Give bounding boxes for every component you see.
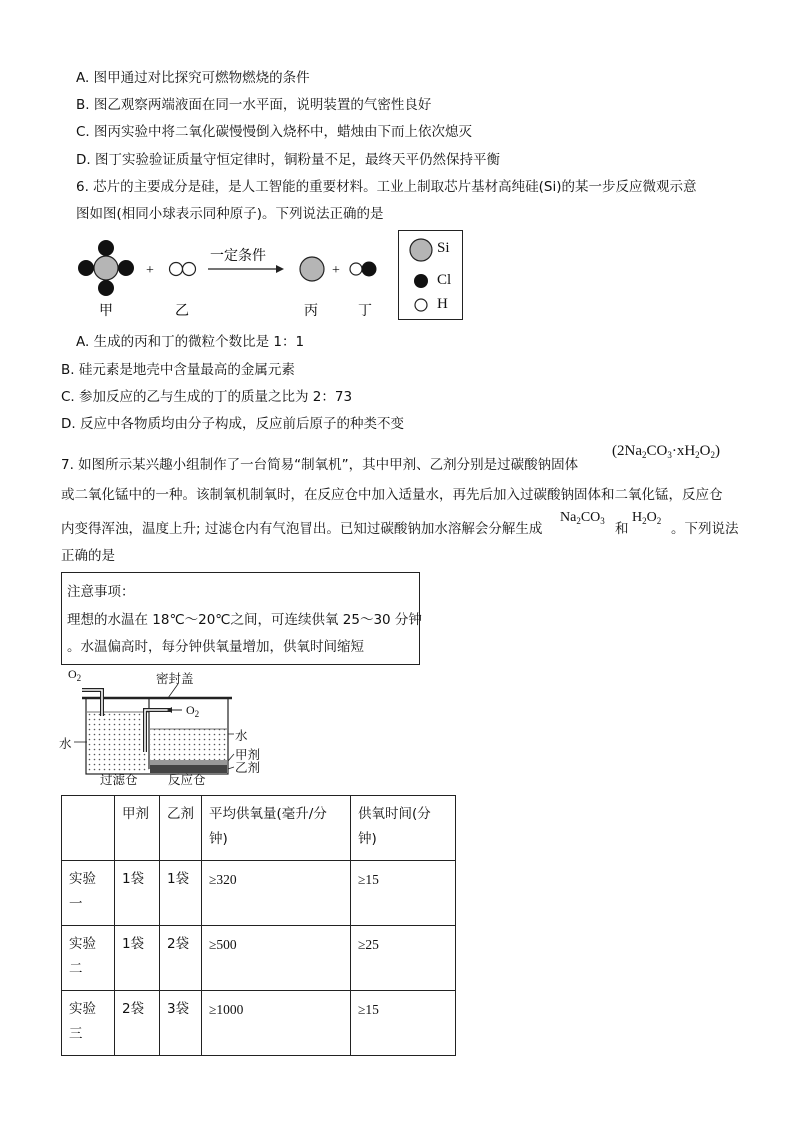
notice-box: [61, 572, 420, 665]
table-cell: 3袋: [160, 991, 202, 1056]
table-cell: 实验三: [62, 991, 115, 1056]
label-lid: 密封盖: [156, 671, 194, 686]
q5-option-b: B. 图乙观察两端液面在同一水平面，说明装置的气密性良好: [76, 97, 432, 113]
table-header-cell: 乙剂: [160, 796, 202, 861]
table-header-cell: 供氧时间(分钟): [351, 796, 456, 861]
plus-2: +: [332, 263, 340, 278]
table-cell: 2袋: [160, 926, 202, 991]
legend-si: Si: [437, 240, 450, 256]
legend-h: H: [437, 296, 448, 312]
label-agent-a: 甲剂: [235, 747, 261, 762]
notice-line2: 。水温偏高时，每分钟供氧量增加，供氧时间缩短: [67, 639, 364, 655]
label-ding: 丁: [358, 303, 372, 319]
q6-option-c: C. 参加反应的乙与生成的丁的质量之比为 2：73: [61, 389, 353, 405]
reaction-condition: 一定条件: [210, 248, 266, 264]
table-cell: 1袋: [160, 861, 202, 926]
table-row: [62, 991, 456, 1056]
table-cell: ≥500: [202, 926, 351, 991]
label-water-left: 水: [59, 736, 72, 751]
q6-option-b: B. 硅元素是地壳中含量最高的金属元素: [61, 362, 295, 378]
table-cell: 实验二: [62, 926, 115, 991]
notice-line1: 理想的水温在 18℃～20℃之间，可连续供氧 25～30 分钟: [67, 612, 422, 628]
label-yi: 乙: [175, 303, 189, 319]
table-cell: ≥1000: [202, 991, 351, 1056]
table-cell: 实验一: [62, 861, 115, 926]
q5-option-d: D. 图丁实验验证质量守恒定律时，铜粉量不足，最终天平仍然保持平衡: [76, 152, 500, 168]
table-cell: ≥15: [351, 861, 456, 926]
agent-a-layer: [150, 760, 227, 765]
plus-1: +: [146, 263, 154, 278]
q7-formula-percarbonate: $(2Na_2CO_3\cdot xH_2O_2)$: [612, 443, 721, 460]
reaction-diagram: [70, 232, 390, 324]
q7-line3: 内变得浑浊，温度上升; 过滤仓内有气泡冒出。已知过碳酸钠加水溶解会分解生成: [61, 521, 543, 537]
label-o2-in: $O_2$: [186, 703, 200, 719]
table-header-row: [62, 796, 456, 861]
q7-formula-h2o2: $H_2O_2$: [632, 510, 662, 526]
q6-stem-line2: 图如图(相同小球表示同种原子)。下列说法正确的是: [76, 206, 384, 222]
label-water-right: 水: [235, 728, 248, 743]
experiment-table: [61, 795, 456, 1056]
table-header-cell: 平均供氧量(毫升/分钟): [202, 796, 351, 861]
label-jia: 甲: [99, 303, 113, 319]
table-header-cell: [62, 796, 115, 861]
q5-option-c: C. 图丙实验中将二氧化碳慢慢倒入烧杯中，蜡烛由下而上依次熄灭: [76, 124, 473, 140]
notice-title: 注意事项：: [67, 584, 135, 600]
q5-option-a: A. 图甲通过对比探究可燃物燃烧的条件: [76, 70, 310, 86]
q6-option-a: A. 生成的丙和丁的微粒个数比是 1：1: [76, 334, 305, 350]
legend-cl: Cl: [437, 272, 452, 288]
molecule-jia: [78, 240, 134, 296]
q7-line3-tail: 。下列说法: [671, 521, 739, 537]
table-cell: ≥25: [351, 926, 456, 991]
table-row: [62, 861, 456, 926]
q6-stem-line1: 6. 芯片的主要成分是硅，是人工智能的重要材料。工业上制取芯片基材高纯硅(Si)的某一步反应微观示意: [76, 179, 697, 195]
q7-line1: 7. 如图所示某兴趣小组制作了一台简易“制氧机”，其中甲剂、乙剂分别是过碳酸钠固体: [61, 457, 579, 473]
table-cell: 2袋: [115, 991, 160, 1056]
label-reaction-chamber: 反应仓: [168, 772, 206, 787]
label-o2-out: $O_2$: [68, 667, 82, 683]
table-cell: 1袋: [115, 861, 160, 926]
table-row: [62, 926, 456, 991]
atom-legend: [398, 230, 463, 320]
table-cell: ≥15: [351, 991, 456, 1056]
molecule-bing: [300, 257, 324, 281]
table-cell: 1袋: [115, 926, 160, 991]
q6-option-d: D. 反应中各物质均由分子构成，反应前后原子的种类不变: [61, 416, 404, 432]
q7-line2: 或二氧化锰中的一种。该制氧机制氧时，在反应仓中加入适量水，再先后加入过碳酸钠固体和二氧化锰，反应仓: [61, 487, 723, 503]
label-bing: 丙: [304, 303, 318, 319]
q7-line4: 正确的是: [61, 548, 115, 564]
molecule-yi: [170, 263, 196, 276]
table-cell: ≥320: [202, 861, 351, 926]
label-agent-b: 乙剂: [235, 760, 261, 775]
molecule-ding: [350, 262, 377, 277]
q7-and: 和: [615, 521, 629, 537]
label-filter-chamber: 过滤仓: [100, 772, 138, 787]
q7-formula-na2co3: $Na_2CO_3$: [560, 510, 605, 526]
table-header-cell: 甲剂: [115, 796, 160, 861]
